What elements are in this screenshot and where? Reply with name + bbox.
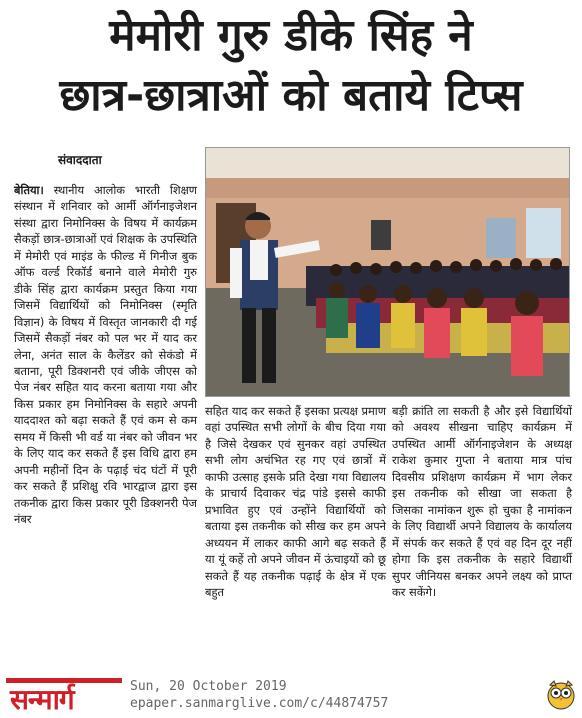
dateline: बेतिया। — [14, 183, 44, 197]
article-column-1-text: स्थानीय आलोक भारती शिक्षण संस्थान में शनिवार को आर्मी ऑर्गनाइजेशन संस्था द्वारा निमोनिक्स के विषय में कार्यक्रम सैकड़ों छात्र-छात्राओं एवं शिक्षक के उपस्थिति में मेमोरी एवं माइंड के फील्ड में गिनीज बुक ऑफ वर्ल्ड रिकॉर्ड बनाने वाले मेमोरी गुरु डीके सिंह द्वारा कार्यक्रम प्रस्तुत किया गया जिसमें विद्यार्थियों को निमोनिक्स (स्मृति विज्ञान) के विषय में विस्तृत जानकारी दी गई जिसमें सैकड़ों नंबर को पल भर में याद कर लेना, अनंत साल के कैलेंडर को सेकंडो में बताना, पूरी डिक्शनरी एवं जीके जीएस को पेज नंबर सहित याद करना बताया गया और किस प्रकार हम निमोनिक्स के सहारे अपनी याददाश्त को बढ़ा सकते हैं एवं कम से कम समय में किसी भी वर्ड या नंबर को जीवन भर के लिए याद कर सकते हैं इस विधि द्वारा हम अपनी महीनों दिन के पढ़ाई चंद घंटों में पूरी कर सकते हैं प्रशिक्षु रवि भारद्वाज द्वारा इस तकनीक द्वारा किस प्रकार पूरी डिक्शनरी पेज नंबर — [14, 183, 197, 527]
event-photo — [205, 147, 570, 397]
headline-line-1: मेमोरी गुरु डीके सिंह ने — [109, 10, 473, 61]
article-column-2: सहित याद कर सकते हैं इसका प्रत्यक्ष प्रमाण वहां उपस्थित सभी लोगों के बीच दिया गया है जिसे देखकर एवं सुनकर वहां उपस्थित सभी लोग अचंभित रह गए एवं छात्रों में काफी उत्साह इसके प्रति देखा गया विद्यालय के प्राचार्य दिवाकर चंद्र पांडे इससे काफी प्रभावित हुए एवं उन्होंने विद्यार्थियों को बताया इस तकनीक को सीख कर हम अपने अध्ययन में लाकर काफी आगे बढ़ सकते हैं या यूं कहें तो अपने जीवन में ऊंचाइयों को छू सकते हैं यह तकनीक पढ़ाई के क्षेत्र में एक बहुत — [205, 404, 386, 599]
article-column-1 — [14, 182, 197, 528]
headline-line-2: छात्र-छात्राओं को बताये टिप्स — [59, 70, 523, 121]
byline: संवाददाता — [58, 153, 102, 167]
owl-mascot-icon — [546, 678, 576, 710]
newspaper-logo: सन्मार्ग — [10, 683, 74, 716]
article-column-3: बड़ी क्रांति ला सकती है और इसे विद्यार्थियों को अवश्य सीखना चाहिए कार्यक्रम में उपस्थित आर्मी ऑर्गनाइजेशन के अध्यक्ष राकेश कुमार गुप्ता ने बताया मात्र पांच दिवसीय प्रशिक्षण कार्यक्रम में भाग लेकर इस तकनीक को सीखा जा सकता है जिसका नामांकन शुरू हो चुका है नामांकन के लिए विद्यार्थी अपने विद्यालय के कार्यालय में संपर्क कर सकते हैं एवं वह दिन दूर नहीं होगा कि इस तकनीक के सहारे विद्यार्थी सुपर जीनियस बनकर अपने लक्ष्य को प्राप्त कर सकेंगे। — [392, 404, 572, 599]
epaper-url[interactable]: epaper.sanmarglive.com/c/44874757 — [130, 696, 389, 711]
classroom-scene-illustration — [206, 148, 569, 396]
publication-date: Sun, 20 October 2019 — [130, 679, 287, 694]
